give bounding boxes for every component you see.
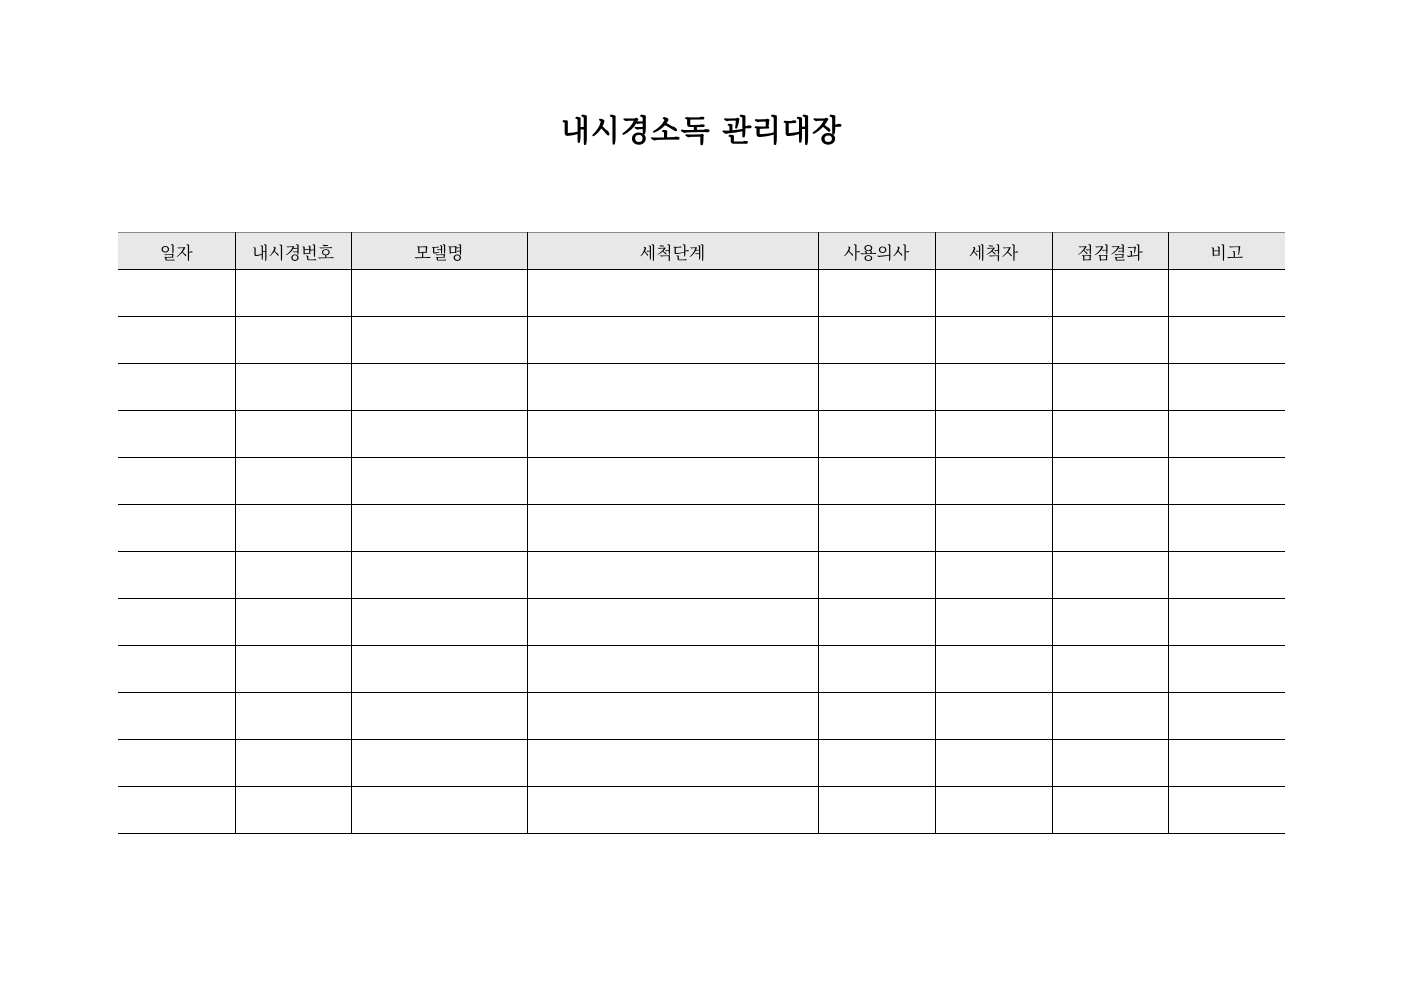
cell-remarks[interactable] xyxy=(1168,693,1285,740)
cell-date[interactable] xyxy=(118,787,235,834)
cell-date[interactable] xyxy=(118,740,235,787)
cell-endoscope-number[interactable] xyxy=(235,458,351,505)
column-header-endoscope-number: 내시경번호 xyxy=(235,233,351,270)
cell-date[interactable] xyxy=(118,599,235,646)
cell-model-name[interactable] xyxy=(351,505,527,552)
cell-remarks[interactable] xyxy=(1168,646,1285,693)
cell-model-name[interactable] xyxy=(351,787,527,834)
cell-remarks[interactable] xyxy=(1168,740,1285,787)
cell-remarks[interactable] xyxy=(1168,552,1285,599)
cell-remarks[interactable] xyxy=(1168,787,1285,834)
cell-endoscope-number[interactable] xyxy=(235,552,351,599)
cell-inspection-result[interactable] xyxy=(1052,364,1168,411)
cell-date[interactable] xyxy=(118,505,235,552)
cell-physician[interactable] xyxy=(818,505,935,552)
cell-cleaning-step[interactable] xyxy=(527,693,818,740)
cell-date[interactable] xyxy=(118,646,235,693)
cell-date[interactable] xyxy=(118,552,235,599)
cell-endoscope-number[interactable] xyxy=(235,411,351,458)
cell-inspection-result[interactable] xyxy=(1052,317,1168,364)
cell-inspection-result[interactable] xyxy=(1052,693,1168,740)
cell-physician[interactable] xyxy=(818,740,935,787)
cell-date[interactable] xyxy=(118,693,235,740)
cell-physician[interactable] xyxy=(818,317,935,364)
cell-model-name[interactable] xyxy=(351,552,527,599)
cell-endoscope-number[interactable] xyxy=(235,787,351,834)
cell-cleaner[interactable] xyxy=(935,317,1052,364)
cell-endoscope-number[interactable] xyxy=(235,646,351,693)
cell-inspection-result[interactable] xyxy=(1052,552,1168,599)
cell-remarks[interactable] xyxy=(1168,270,1285,317)
cell-cleaning-step[interactable] xyxy=(527,646,818,693)
cell-physician[interactable] xyxy=(818,411,935,458)
cell-model-name[interactable] xyxy=(351,317,527,364)
column-header-remarks: 비고 xyxy=(1168,233,1285,270)
column-header-cleaner: 세척자 xyxy=(935,233,1052,270)
cell-model-name[interactable] xyxy=(351,693,527,740)
table-body xyxy=(118,270,1285,834)
table-row xyxy=(118,270,1285,317)
cell-remarks[interactable] xyxy=(1168,458,1285,505)
cell-date[interactable] xyxy=(118,411,235,458)
table-row xyxy=(118,505,1285,552)
cell-endoscope-number[interactable] xyxy=(235,364,351,411)
cell-inspection-result[interactable] xyxy=(1052,740,1168,787)
cell-cleaner[interactable] xyxy=(935,458,1052,505)
table-row xyxy=(118,646,1285,693)
cell-inspection-result[interactable] xyxy=(1052,599,1168,646)
column-header-inspection-result: 점검결과 xyxy=(1052,233,1168,270)
table-row xyxy=(118,599,1285,646)
table-row xyxy=(118,693,1285,740)
table-row xyxy=(118,552,1285,599)
cell-cleaner[interactable] xyxy=(935,599,1052,646)
cell-endoscope-number[interactable] xyxy=(235,740,351,787)
cell-cleaning-step[interactable] xyxy=(527,740,818,787)
cell-endoscope-number[interactable] xyxy=(235,270,351,317)
cell-cleaning-step[interactable] xyxy=(527,270,818,317)
table-row xyxy=(118,364,1285,411)
table-row xyxy=(118,787,1285,834)
cell-inspection-result[interactable] xyxy=(1052,458,1168,505)
cell-date[interactable] xyxy=(118,270,235,317)
cell-cleaner[interactable] xyxy=(935,693,1052,740)
cell-cleaning-step[interactable] xyxy=(527,411,818,458)
cell-cleaner[interactable] xyxy=(935,505,1052,552)
cell-date[interactable] xyxy=(118,364,235,411)
cell-physician[interactable] xyxy=(818,270,935,317)
cell-inspection-result[interactable] xyxy=(1052,646,1168,693)
cell-cleaning-step[interactable] xyxy=(527,364,818,411)
disinfection-ledger-table xyxy=(118,232,1285,834)
cell-remarks[interactable] xyxy=(1168,599,1285,646)
cell-physician[interactable] xyxy=(818,458,935,505)
table-row xyxy=(118,740,1285,787)
cell-inspection-result[interactable] xyxy=(1052,787,1168,834)
column-header-date: 일자 xyxy=(118,233,235,270)
cell-inspection-result[interactable] xyxy=(1052,411,1168,458)
column-header-physician: 사용의사 xyxy=(818,233,935,270)
cell-endoscope-number[interactable] xyxy=(235,693,351,740)
cell-model-name[interactable] xyxy=(351,740,527,787)
cell-cleaning-step[interactable] xyxy=(527,317,818,364)
cell-inspection-result[interactable] xyxy=(1052,505,1168,552)
cell-physician[interactable] xyxy=(818,693,935,740)
cell-endoscope-number[interactable] xyxy=(235,599,351,646)
page-title: 내시경소독 관리대장 xyxy=(560,114,843,149)
cell-cleaner[interactable] xyxy=(935,270,1052,317)
cell-remarks[interactable] xyxy=(1168,364,1285,411)
cell-remarks[interactable] xyxy=(1168,411,1285,458)
cell-physician[interactable] xyxy=(818,364,935,411)
cell-cleaning-step[interactable] xyxy=(527,599,818,646)
cell-date[interactable] xyxy=(118,458,235,505)
cell-cleaner[interactable] xyxy=(935,787,1052,834)
cell-model-name[interactable] xyxy=(351,599,527,646)
cell-cleaner[interactable] xyxy=(935,364,1052,411)
cell-model-name[interactable] xyxy=(351,411,527,458)
column-header-cleaning-step: 세척단계 xyxy=(527,233,818,270)
table-header-row xyxy=(118,233,1285,270)
cell-model-name[interactable] xyxy=(351,364,527,411)
cell-model-name[interactable] xyxy=(351,270,527,317)
cell-remarks[interactable] xyxy=(1168,505,1285,552)
cell-endoscope-number[interactable] xyxy=(235,505,351,552)
table-row xyxy=(118,411,1285,458)
cell-cleaning-step[interactable] xyxy=(527,552,818,599)
cell-endoscope-number[interactable] xyxy=(235,317,351,364)
cell-date[interactable] xyxy=(118,317,235,364)
column-header-model-name: 모델명 xyxy=(351,233,527,270)
cell-physician[interactable] xyxy=(818,646,935,693)
cell-physician[interactable] xyxy=(818,599,935,646)
cell-cleaner[interactable] xyxy=(935,552,1052,599)
table-row xyxy=(118,458,1285,505)
cell-cleaner[interactable] xyxy=(935,411,1052,458)
cell-inspection-result[interactable] xyxy=(1052,270,1168,317)
cell-cleaner[interactable] xyxy=(935,646,1052,693)
cell-cleaning-step[interactable] xyxy=(527,458,818,505)
cell-physician[interactable] xyxy=(818,552,935,599)
cell-remarks[interactable] xyxy=(1168,317,1285,364)
cell-cleaning-step[interactable] xyxy=(527,505,818,552)
cell-cleaner[interactable] xyxy=(935,740,1052,787)
cell-cleaning-step[interactable] xyxy=(527,787,818,834)
cell-physician[interactable] xyxy=(818,787,935,834)
cell-model-name[interactable] xyxy=(351,458,527,505)
cell-model-name[interactable] xyxy=(351,646,527,693)
table-row xyxy=(118,317,1285,364)
